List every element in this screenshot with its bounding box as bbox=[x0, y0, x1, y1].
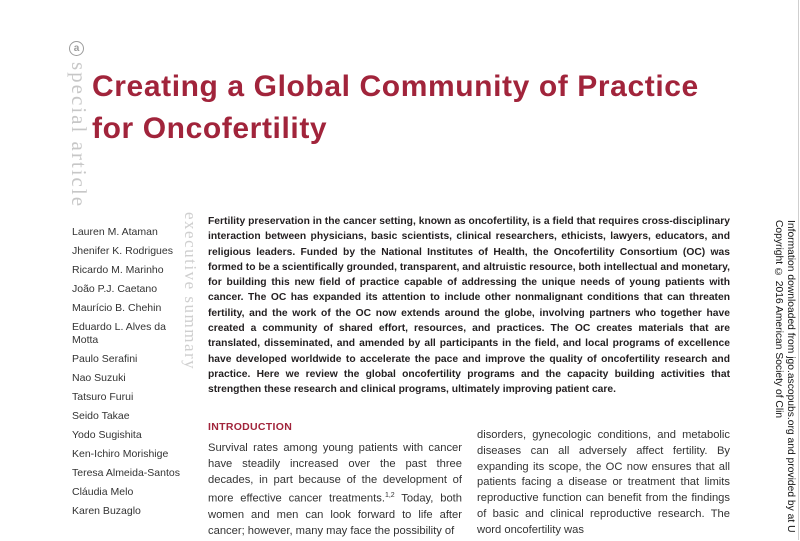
author-name: Eduardo L. Alves da Motta bbox=[72, 321, 166, 346]
author-name: Ricardo M. Marinho bbox=[72, 264, 164, 276]
open-access-icon bbox=[69, 41, 84, 56]
author-name: Seido Takae bbox=[72, 410, 130, 422]
section-label: special article bbox=[67, 62, 91, 209]
introduction-text-start: Survival rates among young patients with cancer have steadily increased over the past three decades, in part because of the development of more effective cancer treatments. bbox=[208, 442, 462, 506]
download-notice-line: Information downloaded from jgo.ascopubs.org and provided by at U bbox=[785, 220, 796, 533]
article-title: Creating a Global Community of Practice for Oncofertility bbox=[92, 70, 699, 145]
download-notice bbox=[768, 220, 796, 540]
executive-summary-label: executive summary bbox=[181, 212, 200, 371]
introduction-paragraph bbox=[208, 441, 462, 540]
author-name: Ken-Ichiro Morishige bbox=[72, 448, 169, 460]
right-column-paragraph: disorders, gynecologic conditions, and metabolic diseases can all adversely affect fertility. By expanding its scope, the OC now ensures that all patients facing a disease or treatment that limits reproductive function can benefit from the findings of basic and clinical reproductive research. The word oncofertility was bbox=[477, 429, 730, 536]
author-name: Tatsuro Furui bbox=[72, 391, 134, 403]
author-name: Cláudia Melo bbox=[72, 486, 134, 498]
author-name: Jhenifer K. Rodrigues bbox=[72, 245, 173, 257]
author-name: João P.J. Caetano bbox=[72, 283, 158, 295]
author-name: Teresa Almeida-Santos bbox=[72, 467, 180, 479]
citation-superscript: 1,2 bbox=[384, 492, 395, 500]
open-access-glyph: a bbox=[73, 42, 80, 54]
introduction-text-end: Today, both women and men can look forward to life after cancer; however, many may face the possibility of bbox=[208, 493, 462, 537]
introduction-column bbox=[208, 421, 462, 540]
author-name: Paulo Serafini bbox=[72, 353, 138, 365]
copyright-notice-line: Copyright © 2016 American Society of Clin bbox=[773, 220, 784, 419]
introduction-heading: INTRODUCTION bbox=[208, 421, 293, 433]
author-name: Karen Buzaglo bbox=[72, 505, 141, 517]
executive-summary-text: Fertility preservation in the cancer setting, known as oncofertility, is a field that requires cross-disciplinary interaction between physicians, basic scientists, clinical researchers, ethicists, lawyers, educators, and religious leaders. Funded by the National Institutes of Health, the Oncofertility Consortium (OC) was formed to be a scientifically grounded, transparent, and altruistic resource, both intellectual and monetary, for building this new field of practice capable of addressing the unique needs of young patients with cancer. The OC has expanded its attention to include other nonmalignant conditions that can threaten fertility, and the work of the OC now extends around the globe, involving partners who together have created a community of shared effort, resources, and practices. The OC creates materials that are translated, disseminated, and amended by all participants in the field, and local programs of excellence have developed worldwide to accelerate the pace and improve the quality of oncofertility research and practice. Here we review the global oncofertility programs and the capacity building activities that strengthen these research and clinical programs, ultimately improving patient care. bbox=[208, 216, 730, 396]
author-name: Maurício B. Chehin bbox=[72, 302, 162, 314]
right-column bbox=[477, 428, 730, 539]
author-list bbox=[72, 226, 184, 524]
author-name: Nao Suzuki bbox=[72, 372, 126, 384]
author-name: Lauren M. Ataman bbox=[72, 226, 158, 238]
author-name: Yodo Sugishita bbox=[72, 429, 142, 441]
